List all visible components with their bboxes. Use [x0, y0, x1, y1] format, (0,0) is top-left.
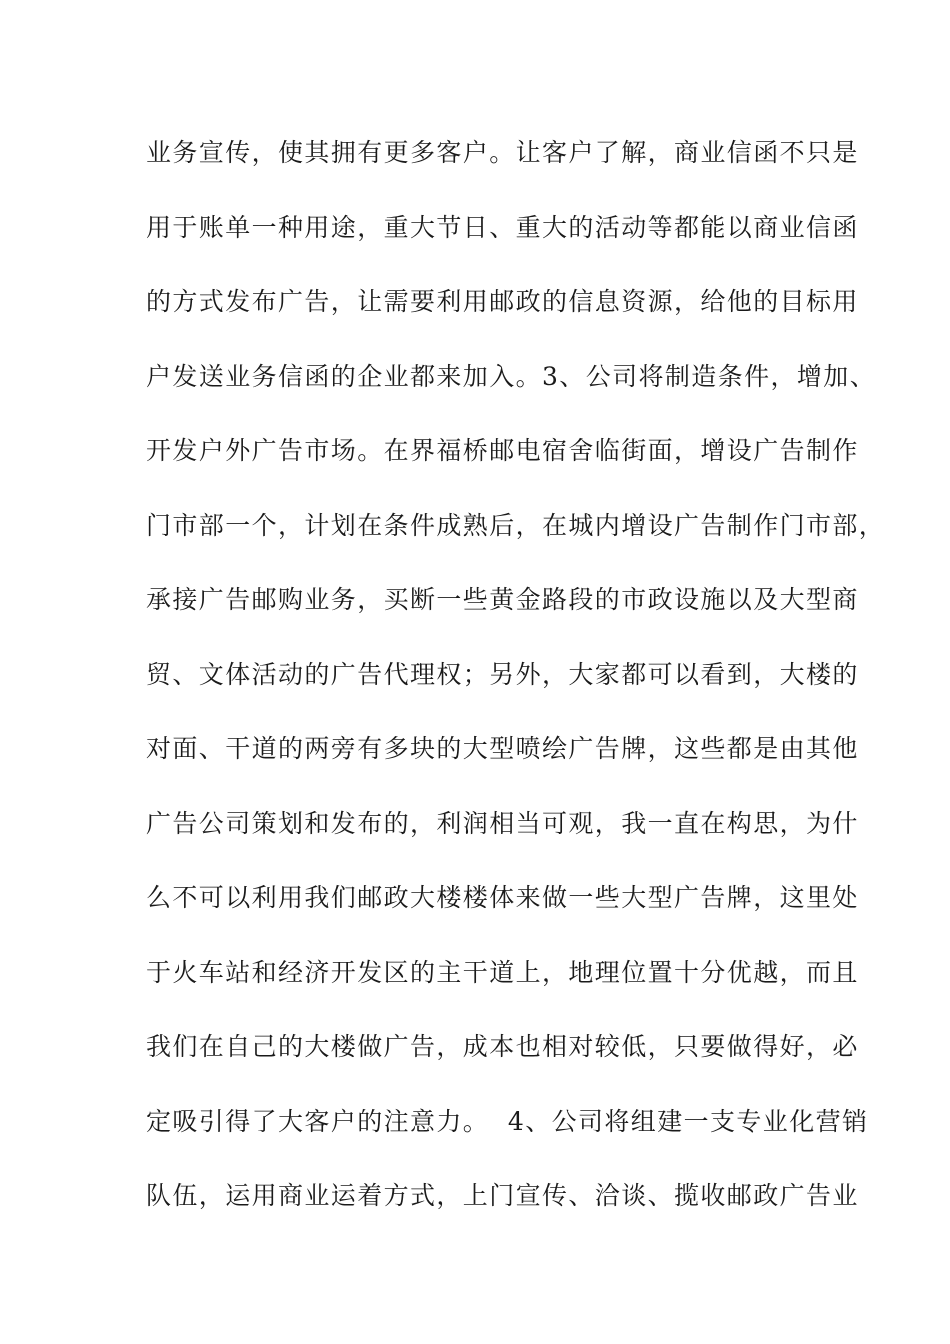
text-line: 户发送业务信函的企业都来加入。3、公司将制造条件，增加、: [146, 361, 877, 391]
text-line: 的方式发布广告，让需要利用邮政的信息资源，给他的目标用: [146, 287, 859, 316]
text-line: 贸、文体活动的广告代理权；另外，大家都可以看到，大楼的: [146, 659, 859, 689]
text-line: 于火车站和经济开发区的主干道上，地理位置十分优越，而且: [146, 957, 859, 987]
text-line: 门市部一个，计划在条件成熟后，在城内增设广告制作门市部，: [146, 510, 886, 540]
text-line: 对面、干道的两旁有多块的大型喷绘广告牌，这些都是由其他: [146, 734, 859, 763]
text-line: 业务宣传，使其拥有更多客户。让客户了解，商业信函不只是: [146, 138, 859, 167]
text-line: 定吸引得了大客户的注意力。 4、公司将组建一支专业化营销: [146, 1106, 869, 1136]
text-line: 么不可以利用我们邮政大楼楼体来做一些大型广告牌，这里处: [146, 883, 859, 912]
text-line: 队伍，运用商业运着方式，上门宣传、洽谈、揽收邮政广告业: [146, 1181, 859, 1210]
text-line: 广告公司策划和发布的，利润相当可观，我一直在构思，为什: [146, 808, 859, 838]
text-line: 我们在自己的大楼做广告，成本也相对较低，只要做得好，必: [146, 1032, 859, 1061]
text-line: 用于账单一种用途，重大节日、重大的活动等都能以商业信函: [146, 212, 859, 242]
text-line: 承接广告邮购业务，买断一些黄金路段的市政设施以及大型商: [146, 585, 859, 614]
text-line: 开发户外广告市场。在界福桥邮电宿舍临街面，增设广告制作: [146, 436, 859, 465]
body-text: [146, 133, 886, 1251]
